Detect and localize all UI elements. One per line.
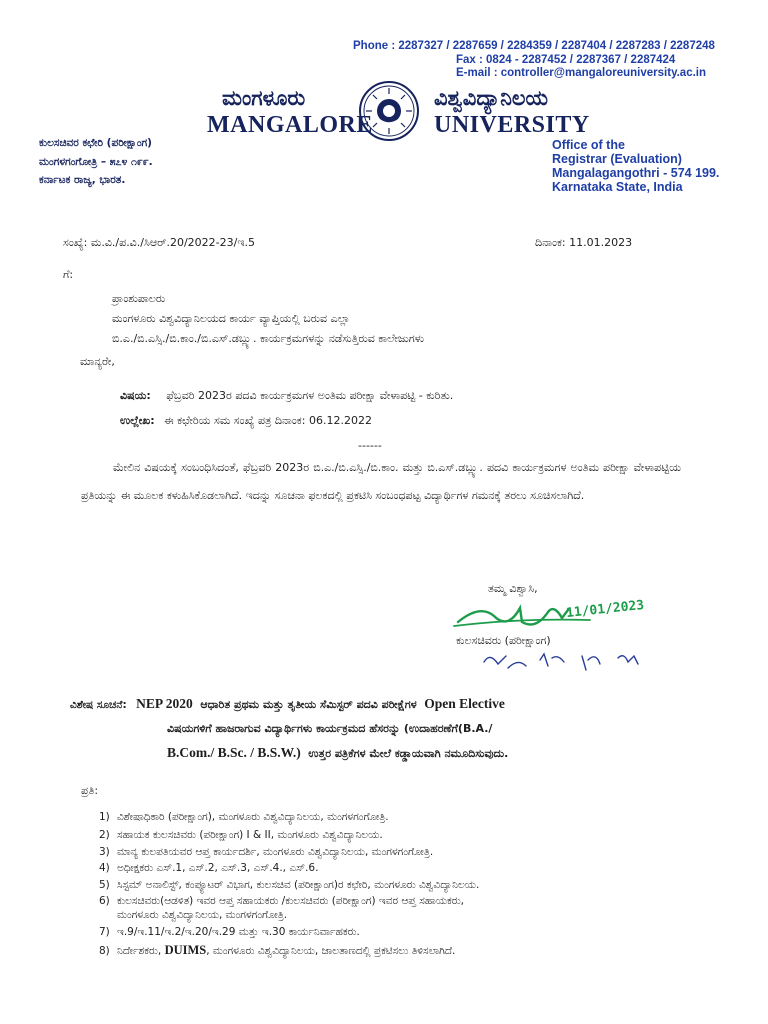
list-item-number: 4) (99, 862, 110, 874)
addressee-block (112, 289, 424, 349)
initials (478, 648, 668, 676)
list-item-number: 1) (99, 811, 110, 823)
university-name-kannada-left: ಮಂಗಳೂರು (222, 86, 306, 110)
signatory-designation: ಕುಲಸಚಿವರು (ಪರೀಕ್ಷಾಂಗ) (456, 634, 551, 647)
separator: ------ (358, 439, 382, 452)
office-address-kannada (39, 134, 153, 190)
list-item-text: ಮಾನ್ಯ ಕುಲಪತಿಯವರ ಆಪ್ತ ಕಾರ್ಯದರ್ಶಿ, ಮಂಗಳೂರು ವಿಶ್ವವಿದ್ಯಾನಿಲಯ, ಮಂಗಳಗಂಗೋತ್ರಿ. (117, 846, 434, 858)
body-paragraph: ಮೇಲಿನ ವಿಷಯಕ್ಕೆ ಸಂಬಂಧಿಸಿದಂತೆ, ಫೆಬ್ರವರಿ 2023ರ ಬಿ.ಎ./ಬಿ.ಎಸ್ಸಿ./ಬಿ.ಕಾಂ. ಮತ್ತು ಬಿ.ಎಸ್.ಡಬ್ಲ್ಯು. ಪದವಿ ಕಾರ್ಯಕ್ರಮಗಳ ಅಂತಿಮ ಪರೀಕ್ಷಾ ವೇಳಾಪಟ್ಟಿಯ ಪ್ರತಿಯನ್ನು ಈ ಮೂಲಕ ಕಳುಹಿಸಿಕೊಡಲಾಗಿದೆ. ಇದನ್ನು ಸೂಚನಾ ಫಲಕದಲ್ಲಿ ಪ್ರಕಟಿಸಿ ಸಂಬಂಧಪಟ್ಟ ವಿದ್ಯಾರ್ಥಿಗಳ ಗಮನಕ್ಕೆ ತರಲು ಸೂಚಿಸಲಾಗಿದೆ. (81, 461, 681, 502)
list-item-text: ಅಧೀಕ್ಷಕರು ಎಸ್.1, ಎಸ್.2, ಎಸ್.3, ಎಸ್.4., ಎಸ್.6. (117, 862, 319, 874)
office-address-line: ಕುಲಸಚಿವರ ಕಛೇರಿ (ಪರೀಕ್ಷಾಂಗ) (39, 137, 152, 149)
contact-email: E-mail : controller@mangaloreuniversity.ac.in (456, 67, 707, 79)
special-note-programs: B.Com./ B.Sc. / B.S.W.) (167, 745, 301, 760)
subject-line (120, 389, 453, 403)
list-item-text: ನಿರ್ದೇಶಕರು, (117, 945, 165, 957)
university-name-kannada-right: ವಿಶ್ವವಿದ್ಯಾನಿಲಯ (434, 86, 549, 110)
reference-number: ಸಂಖ್ಯೆ: ಮ.ವಿ./ಪ.ವಿ./ಸಿಆರ್.20/2022-23/ಇ.5 (63, 236, 255, 249)
special-note-text-3: ಉತ್ತರ ಪತ್ರಿಕೆಗಳ ಮೇಲೆ ಕಡ್ಡಾಯವಾಗಿ ನಮೂದಿಸುವುದು. (308, 747, 509, 760)
list-item (99, 828, 659, 842)
list-item (99, 861, 659, 875)
office-address-line: Registrar (Evaluation) (552, 152, 682, 166)
university-emblem (358, 80, 420, 142)
reference-line (120, 414, 372, 428)
special-note-line-3 (70, 741, 508, 766)
addressee-label: ಗೆ: (63, 268, 74, 281)
addressee-line: ಪ್ರಾಂಶುಪಾಲರು (112, 292, 166, 305)
salutation: ಮಾನ್ಯರೇ, (80, 355, 115, 368)
initials-scribble (478, 648, 668, 676)
office-address-english (552, 138, 719, 194)
addressee-line: ಬಿ.ಎ./ಬಿ.ಎಸ್ಸಿ./ಬಿ.ಕಾಂ./ಬಿ.ಎಸ್.ಡಬ್ಲ್ಯು. ಕಾರ್ಯಕ್ರಮಗಳನ್ನು ನಡೆಸುತ್ತಿರುವ ಕಾಲೇಜುಗಳು (112, 332, 425, 345)
contact-fax: Fax : 0824 - 2287452 / 2287367 / 2287424 (456, 54, 676, 66)
list-item-text: ಇ.9/ಇ.11/ಇ.2/ಇ.20/ಇ.29 ಮತ್ತು ಇ.30 ಕಾರ್ಯನಿರ್ವಾಹಕರು. (117, 926, 360, 938)
list-item-number: 8) (99, 945, 110, 957)
list-item (99, 943, 659, 958)
list-item-number: 2) (99, 829, 110, 841)
letter-date: ದಿನಾಂಕ: 11.01.2023 (535, 236, 633, 249)
list-item (99, 894, 659, 922)
list-item-text-continued: ಮಂಗಳೂರು ವಿಶ್ವವಿದ್ಯಾನಿಲಯ, ಮಂಗಳಗಂಗೋತ್ರಿ. (117, 909, 288, 921)
list-item-text: ವಿಶೇಷಾಧಿಕಾರಿ (ಪರೀಕ್ಷಾಂಗ), ಮಂಗಳೂರು ವಿಶ್ವವಿದ್ಯಾನಿಲಯ, ಮಂಗಳಗಂಗೋತ್ರಿ. (117, 811, 389, 823)
list-item-text: ಕುಲಸಚಿವರು(ಆಡಳಿತ) ಇವರ ಆಪ್ತ ಸಹಾಯಕರು /ಕುಲಸಚಿವರು (ಪರೀಕ್ಷಾಂಗ) ಇವರ ಆಪ್ತ ಸಹಾಯಕರು, (117, 895, 465, 907)
office-address-line: Office of the (552, 138, 625, 152)
subject-text: ಫೆಬ್ರವರಿ 2023ರ ಪದವಿ ಕಾರ್ಯಕ್ರಮಗಳ ಅಂತಿಮ ಪರೀಕ್ಷಾ ವೇಳಾಪಟ್ಟಿ - ಕುರಿತು. (166, 389, 454, 402)
office-address-line: ಕರ್ನಾಟಕ ರಾಜ್ಯ, ಭಾರತ. (39, 174, 126, 186)
special-note-text-1: ಆಧಾರಿತ ಪ್ರಥಮ ಮತ್ತು ತೃತೀಯ ಸೆಮಿಸ್ಟರ್ ಪದವಿ ಪರೀಕ್ಷೆಗಳ (200, 698, 417, 711)
reference-label: ಉಲ್ಲೇಖ: (120, 414, 155, 427)
special-note-line-1 (70, 692, 508, 717)
list-item (99, 845, 659, 859)
list-item-text: ಸಹಾಯಕ ಕುಲಸಚಿವರು (ಪರೀಕ್ಷಾಂಗ) I & II, ಮಂಗಳೂರು ವಿಶ್ವವಿದ್ಯಾನಿಲಯ. (117, 829, 383, 841)
list-item-text: , ಮಂಗಳೂರು ವಿಶ್ವವಿದ್ಯಾನಿಲಯ, ಜಾಲತಾಣದಲ್ಲಿ ಪ್ರಕಟಿಸಲು ತಿಳಿಸಲಾಗಿದೆ. (206, 945, 456, 957)
list-item-number: 7) (99, 926, 110, 938)
university-emblem-graphic (358, 80, 420, 142)
special-note-open-elective: Open Elective (424, 696, 505, 711)
office-address-line: Karnataka State, India (552, 180, 683, 194)
office-address-line: ಮಂಗಳಗಂಗೋತ್ರಿ – ೫೭೪ ೧೯೯. (39, 155, 153, 168)
list-item-number: 5) (99, 879, 110, 891)
copy-to-label: ಪ್ರತಿ: (81, 784, 99, 797)
special-note (70, 692, 508, 766)
addressee-line: ಮಂಗಳೂರು ವಿಶ್ವವಿದ್ಯಾನಿಲಯದ ಕಾರ್ಯ ವ್ಯಾಪ್ತಿಯಲ್ಲಿ ಬರುವ ಎಲ್ಲಾ (112, 312, 350, 325)
list-item (99, 810, 659, 824)
office-address-line: Mangalagangothri - 574 199. (552, 166, 720, 180)
special-note-nep: NEP 2020 (136, 696, 193, 711)
special-note-label: ವಿಶೇಷ ಸೂಚನೆ: (70, 699, 127, 711)
list-item-number: 6) (99, 895, 110, 907)
university-name-english-right: UNIVERSITY (434, 112, 590, 138)
reference-text: ಈ ಕಛೇರಿಯ ಸಮ ಸಂಖ್ಯೆ ಪತ್ರ ದಿನಾಂಕ: 06.12.2022 (164, 414, 372, 427)
list-item (99, 925, 659, 939)
list-item (99, 878, 659, 892)
contact-phone: Phone : 2287327 / 2287659 / 2284359 / 2287404 / 2287283 / 2287248 (353, 40, 715, 52)
special-note-line-2 (70, 717, 508, 741)
university-name-english-left: MANGALORE (207, 112, 373, 138)
closing-regards: ತಮ್ಮ ವಿಶ್ವಾಸಿ, (488, 582, 538, 595)
list-item-text: ಸಿಸ್ಟಮ್ ಅನಾಲಿಸ್ಟ್, ಕಂಪ್ಯೂಟರ್ ವಿಭಾಗ, ಕುಲಸಚಿವ (ಪರೀಕ್ಷಾಂಗ)ರ ಕಛೇರಿ, ಮಂಗಳೂರು ವಿಶ್ವವಿದ್ಯಾನಿಲಯ. (117, 879, 480, 891)
special-note-text-2: ವಿಷಯಗಳಿಗೆ ಹಾಜರಾಗುವ ವಿದ್ಯಾರ್ಥಿಗಳು ಕಾರ್ಯಕ್ರಮದ ಹೆಸರನ್ನು (ಉದಾಹರಣೆಗೆ(B.A./ (167, 722, 493, 735)
subject-label: ವಿಷಯ: (120, 389, 151, 402)
signature-date: 11/01/2023 (565, 597, 645, 622)
list-item-duims: DUIMS (164, 943, 207, 957)
list-item-number: 3) (99, 846, 110, 858)
